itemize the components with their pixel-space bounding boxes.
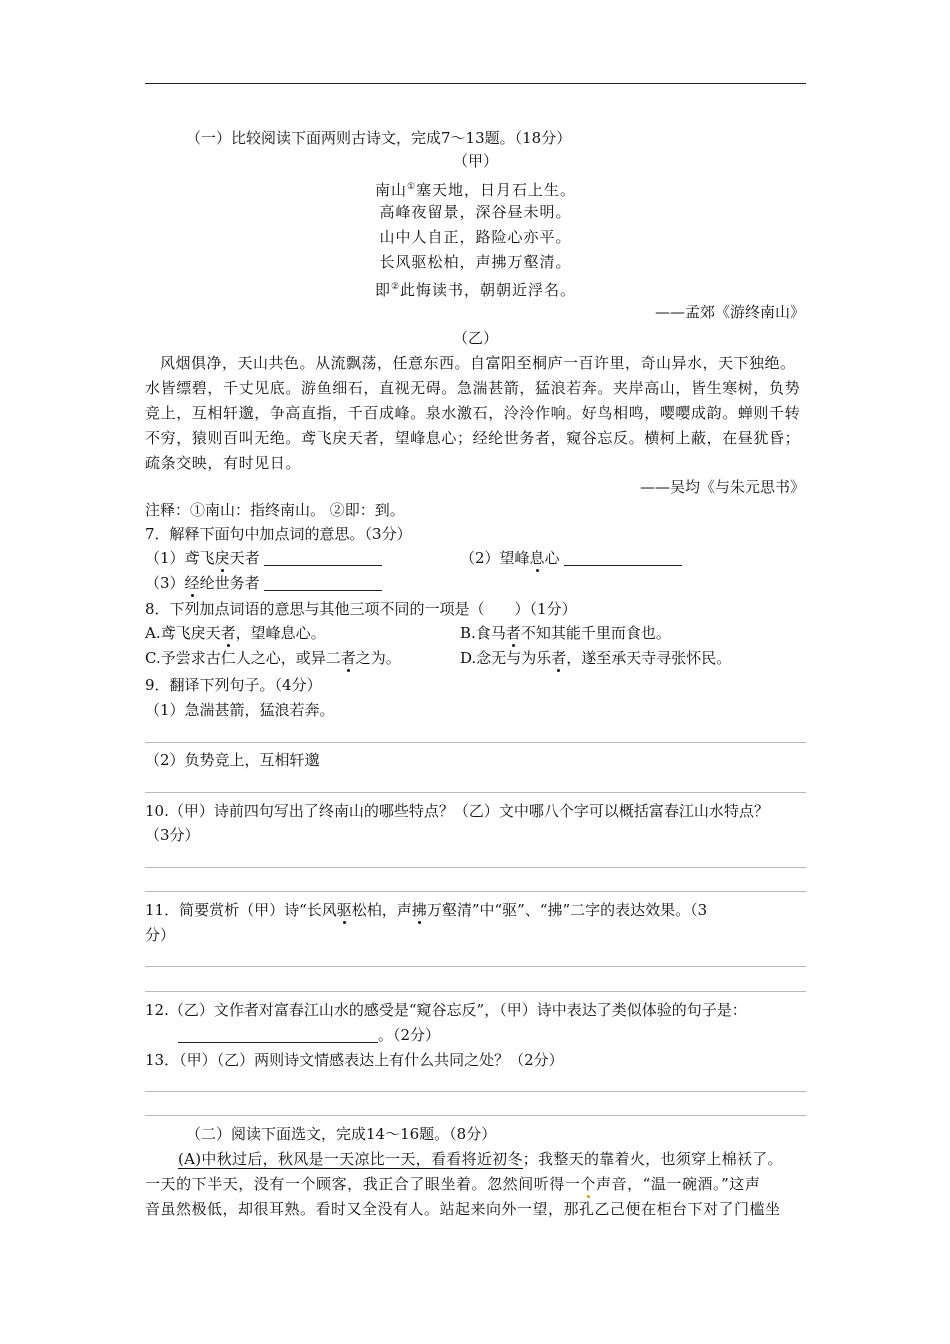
underlined-passage-a: (A)中秋过后，秋风是一天凉比一天，看看将近初冬 bbox=[178, 1150, 523, 1168]
section2-line-3: 音虽然极低，却很耳熟。看时又全没有人。站起来向外一望，那孔乙己便在柜台下对了门槛坐 bbox=[145, 1200, 781, 1218]
q8-stem: 8．下列加点词语的意思与其他三项不同的一项是（ ）（1分） bbox=[145, 600, 577, 618]
poem-line-4: 长风驱松柏，声拂万壑清。 bbox=[379, 253, 572, 271]
q11-line-2: 分） bbox=[145, 926, 176, 944]
q9-item-1: （1）急湍甚箭，猛浪若奔。 bbox=[145, 701, 335, 719]
poem-source: ——孟郊《游终南山》 bbox=[654, 303, 805, 321]
q7-item-1: （1）鸢飞戾天者 bbox=[145, 548, 382, 568]
q12-line-2: 。（2分） bbox=[178, 1025, 440, 1045]
answer-line[interactable] bbox=[145, 966, 806, 967]
answer-line[interactable] bbox=[145, 742, 806, 743]
answer-line[interactable] bbox=[145, 867, 806, 868]
q8-option-a: A.鸢飞戾天者，望峰息心。 bbox=[145, 624, 326, 642]
q9-item-2: （2）负势竞上，互相轩邈 bbox=[145, 751, 320, 769]
q8-option-d: D.念无与为乐者，遂至承天寺寻张怀民。 bbox=[460, 649, 732, 667]
q8-option-c: C.予尝求古仁人之心，或异二者之为。 bbox=[145, 649, 401, 667]
poem-line-3: 山中人自正，路险心亦平。 bbox=[379, 228, 572, 246]
answer-line[interactable] bbox=[145, 891, 806, 892]
q10-line-2: （3分） bbox=[145, 826, 200, 844]
prose-source: ——吴均《与朱元思书》 bbox=[639, 478, 805, 496]
prose-line-2: 水皆缥碧，千丈见底。游鱼细石，直视无碍。急湍甚箭，猛浪若奔。夹岸高山，皆生寒树，负势 bbox=[145, 379, 801, 397]
q7-stem: 7．解释下面句中加点词的意思。（3分） bbox=[145, 525, 412, 543]
answer-blank[interactable] bbox=[178, 1026, 378, 1043]
prose-line-5: 疏条交映，有时见日。 bbox=[145, 454, 302, 472]
answer-blank[interactable] bbox=[264, 549, 382, 566]
prose-label: （乙） bbox=[452, 329, 498, 347]
poem-line-1: 南山①塞天地，日月石上生。 bbox=[374, 181, 577, 199]
q11-line-1: 11．简要赏析（甲）诗“长风驱松柏，声拂万壑清”中“驱”、“拂”二字的表达效果。（3 bbox=[145, 901, 708, 919]
answer-line[interactable] bbox=[145, 792, 806, 793]
footnote-marker-2: ② bbox=[390, 282, 401, 292]
poem-line-2: 高峰夜留景，深谷昼未明。 bbox=[379, 203, 572, 221]
answer-line[interactable] bbox=[145, 991, 806, 992]
q12-line-1: 12.（乙）文作者对富春江山水的感受是“窥谷忘反”，（甲）诗中表达了类似体验的句子是： bbox=[145, 1001, 747, 1019]
header-rule bbox=[145, 83, 806, 84]
annotation-note: 注释：①南山：指终南山。 ②即：到。 bbox=[145, 501, 405, 519]
answer-blank[interactable] bbox=[564, 549, 682, 566]
section2-line-1: (A)中秋过后，秋风是一天凉比一天，看看将近初冬；我整天的靠着火，也须穿上棉袄了。 bbox=[178, 1150, 783, 1168]
section1-heading: （一）比较阅读下面两则古诗文，完成7～13题。（18分） bbox=[186, 129, 572, 147]
poem-label: （甲） bbox=[452, 152, 498, 170]
q10-line-1: 10.（甲）诗前四句写出了终南山的哪些特点？（乙）文中哪八个字可以概括富春江山水特点？ bbox=[145, 802, 769, 820]
answer-blank[interactable] bbox=[264, 574, 382, 591]
prose-line-1: 风烟俱净，天山共色。从流飘荡，任意东西。自富阳至桐庐一百许里，奇山异水，天下独绝。 bbox=[160, 354, 796, 372]
prose-line-3: 竞上，互相轩邈，争高直指，千百成峰。泉水激石，泠泠作响。好鸟相鸣，嘤嘤成韵。蝉则千转 bbox=[145, 404, 801, 422]
q13-stem: 13．（甲）（乙）两则诗文情感表达上有什么共同之处？（2分） bbox=[145, 1051, 564, 1069]
poem-line-5: 即②此悔读书，朝朝近浮名。 bbox=[374, 281, 577, 299]
answer-line[interactable] bbox=[145, 1091, 806, 1092]
q7-item-2: （2）望峰息心 bbox=[460, 548, 682, 568]
section2-line-2: 一天的下半天，没有一个顾客，我正合了眼坐着。忽然间听得一个声音，“温一碗酒。”这声 bbox=[145, 1175, 761, 1193]
prose-line-4: 不穷，猿则百叫无绝。鸢飞戾天者，望峰息心；经纶世务者，窥谷忘反。横柯上蔽，在昼犹昏； bbox=[145, 429, 801, 447]
q8-option-b: B.食马者不知其能千里而食也。 bbox=[460, 624, 671, 642]
q7-item-3: （3）经纶世务者 bbox=[145, 573, 382, 593]
footnote-marker-1: ① bbox=[406, 182, 417, 192]
section2-heading: （二）阅读下面选文，完成14～16题。（8分） bbox=[186, 1125, 497, 1143]
answer-line[interactable] bbox=[145, 1115, 806, 1116]
q9-stem: 9．翻译下列句子。（4分） bbox=[145, 676, 322, 694]
